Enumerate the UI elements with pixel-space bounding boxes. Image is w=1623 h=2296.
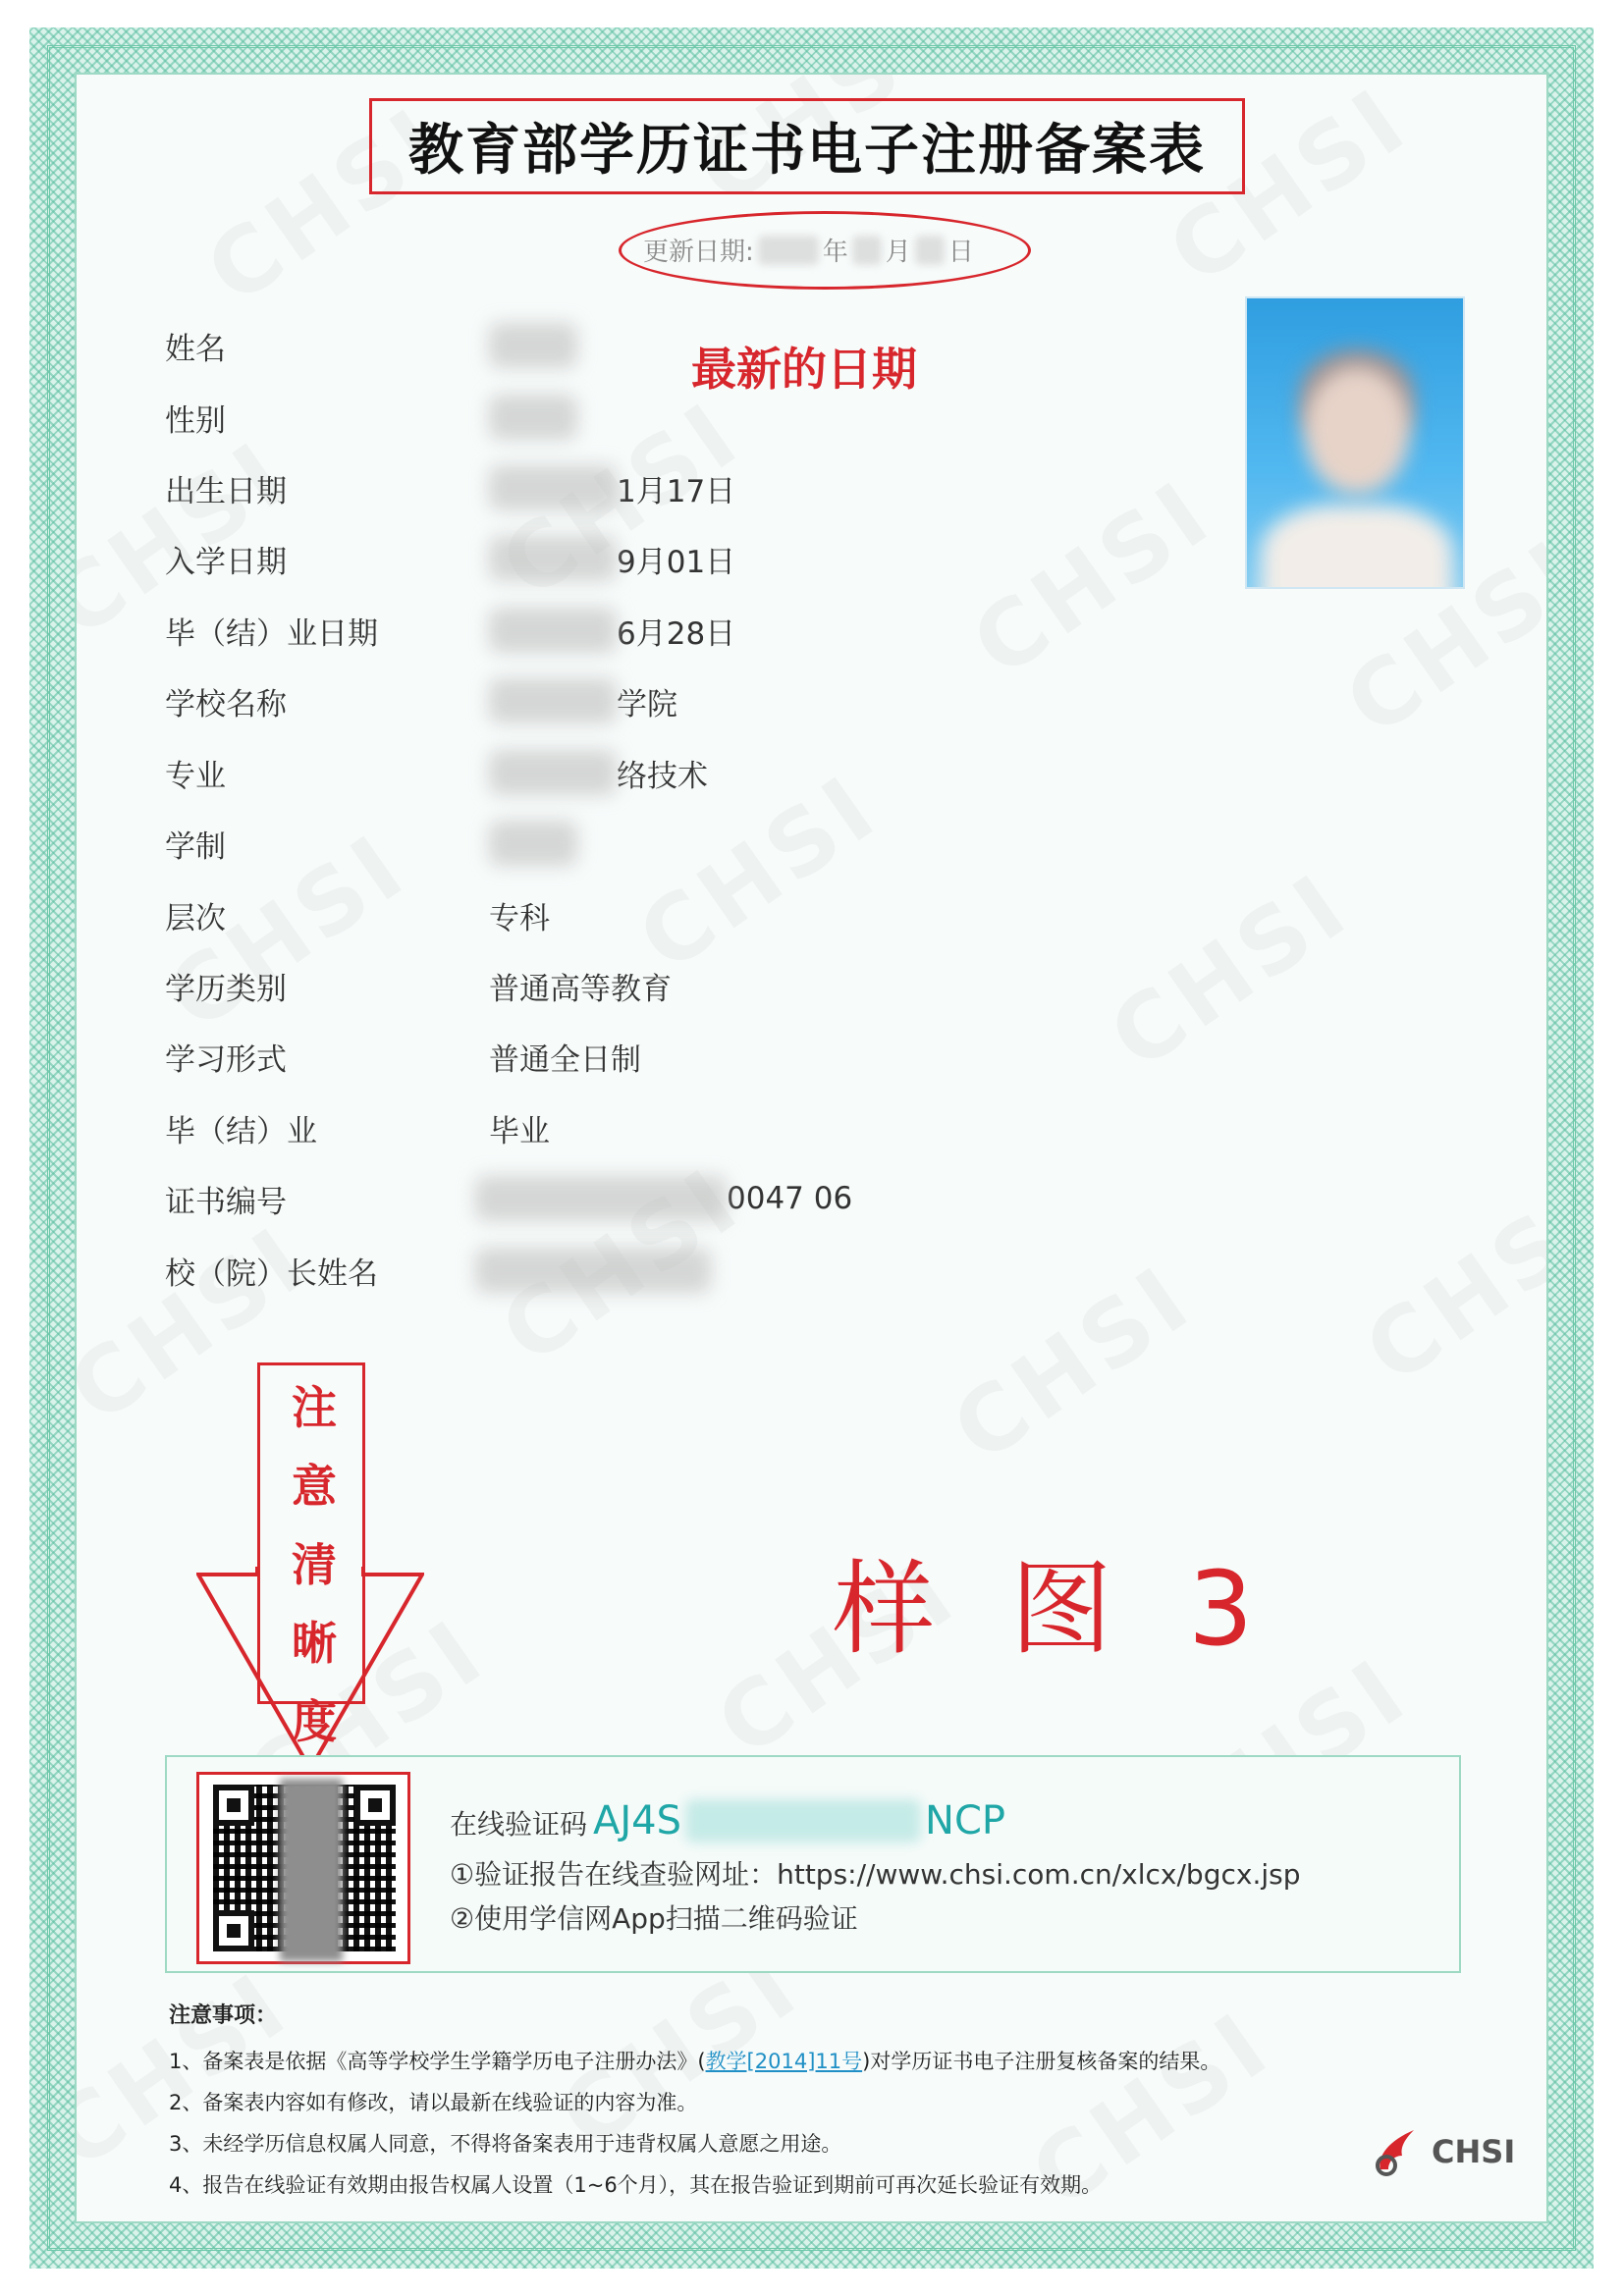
value-redaction [489,608,617,653]
note-text: 3、未经学历信息权属人同意，不得将备案表用于违背权属人意愿之用途。 [169,2132,842,2156]
update-date-label: 更新日期: [643,238,754,267]
field-value-text: 普通高等教育 [489,971,672,1007]
verification-url-tip[interactable]: ①验证报告在线查验网址：https://www.chsi.com.cn/xlcx/bgcx.jsp [450,1858,1301,1891]
field-value [489,821,577,866]
chsi-logo-text: CHSI [1432,2133,1516,2170]
field-value-text: 络技术 [617,758,708,794]
update-date [643,232,974,268]
notes-list [169,2041,1220,2206]
attention-char: 清 [292,1538,337,1591]
field-row [165,321,577,370]
value-redaction [489,395,577,440]
field-label: 学习形式 [165,1041,287,1078]
field-row [165,463,735,512]
field-row [165,819,577,868]
notes-section [169,1999,1220,2206]
sample-mark: 样 图 3 [833,1549,1275,1669]
note-item [169,2164,1220,2206]
field-value [489,323,577,368]
field-label: 层次 [165,900,226,936]
field-value-text: 毕业 [489,1113,550,1149]
redacted-month [852,236,882,265]
field-row [165,1174,852,1223]
verification-code-label: 在线验证码 [450,1808,588,1841]
field-label: 证书编号 [165,1184,287,1220]
field-value-text: 6月28日 [617,615,736,652]
note-text: 1、备案表是依据《高等学校学生学籍学历电子注册办法》( [169,2050,706,2073]
field-value [489,893,550,937]
down-arrow-icon [196,1567,424,1773]
verification-code-suffix: NCP [925,1798,1005,1843]
note-item [169,2041,1220,2082]
field-row [165,1032,641,1081]
qr-finder-bottom-left [213,1910,254,1951]
field-row [165,890,550,939]
document-title: 教育部学历证书电子注册备案表 [408,119,1206,183]
qr-highlight-box [196,1772,410,1964]
field-value-text: 普通全日制 [489,1041,641,1078]
field-label: 毕（结）业日期 [165,615,378,652]
field-value [489,1106,550,1150]
field-label: 学制 [165,828,226,865]
field-label: 出生日期 [165,473,287,509]
field-value-text: 专科 [489,900,550,936]
title-highlight-box [369,98,1245,194]
chsi-bird-icon [1371,2126,1430,2177]
value-redaction [489,536,617,581]
verification-code-redaction [685,1799,921,1842]
qr-redaction [280,1779,343,1961]
note-text: 4、报告在线验证有效期由报告权属人设置（1~6个月），其在报告验证到期前可再次延长验证有效期。 [169,2173,1103,2197]
note-text-after: )对学历证书电子注册复核备案的结果。 [862,2050,1221,2073]
field-row [165,606,735,655]
value-redaction [489,821,577,866]
value-redaction [489,750,617,795]
attention-char: 意 [292,1460,337,1513]
chsi-watermark [1347,1167,1548,1405]
field-row [165,961,672,1010]
field-value [489,750,708,795]
value-redaction [475,1248,711,1293]
field-value [489,608,735,653]
attention-char: 晰 [292,1617,337,1670]
field-row [165,534,735,583]
field-label: 学校名称 [165,686,287,722]
redacted-year [758,236,819,265]
day-suffix: 日 [947,238,974,267]
field-row [165,676,677,725]
field-row [165,1246,711,1295]
verification-code-line [450,1798,1005,1843]
note-item [169,2123,1220,2164]
field-row [165,393,577,442]
field-value [489,1035,641,1079]
chsi-watermark [954,460,1231,698]
verification-app-tip: ②使用学信网App扫描二维码验证 [450,1902,858,1935]
photo-body-blur [1261,505,1453,589]
field-value [489,536,735,581]
attention-char: 度 [292,1695,337,1748]
chsi-watermark [935,1246,1212,1483]
field-value [489,465,735,510]
value-redaction [489,465,617,510]
chsi-watermark [1092,853,1369,1091]
redacted-day [915,236,945,265]
notes-title: 注意事项： [169,2003,278,2028]
value-redaction [489,323,577,368]
field-value-text: 9月01日 [617,544,736,580]
field-label: 学历类别 [165,971,287,1007]
field-value-text: 0047 06 [727,1181,853,1216]
month-suffix: 月 [885,238,911,267]
note-text: 2、备案表内容如有修改，请以最新在线验证的内容为准。 [169,2091,698,2114]
field-label: 入学日期 [165,544,287,580]
qr-finder-top-left [213,1785,254,1826]
regulation-link[interactable]: 教学[2014]11号 [705,2050,863,2073]
qr-finder-top-right [354,1785,396,1826]
field-value-text: 1月17日 [617,473,736,509]
verification-code-prefix: AJ4S [593,1798,682,1843]
field-label: 校（院）长姓名 [165,1255,378,1292]
year-suffix: 年 [822,238,848,267]
field-row [165,748,708,797]
field-value [489,1176,852,1221]
qr-code[interactable] [213,1785,396,1951]
field-value [489,964,672,1008]
field-label: 性别 [165,402,226,439]
field-label: 专业 [165,758,226,794]
verification-code[interactable] [593,1798,1005,1843]
value-redaction [475,1176,727,1221]
photo-face-blur [1304,367,1410,495]
field-label: 姓名 [165,331,226,367]
value-redaction [489,678,617,723]
field-value [489,678,677,723]
field-label: 毕（结）业 [165,1113,317,1149]
note-item [169,2082,1220,2123]
field-value-text: 学院 [617,686,677,722]
attention-char: 注 [292,1381,337,1434]
field-value [489,395,577,440]
latest-date-annotation: 最新的日期 [691,343,917,396]
field-row [165,1103,550,1152]
chsi-logo [1371,2126,1515,2177]
field-value [489,1248,711,1293]
id-photo [1245,296,1465,589]
